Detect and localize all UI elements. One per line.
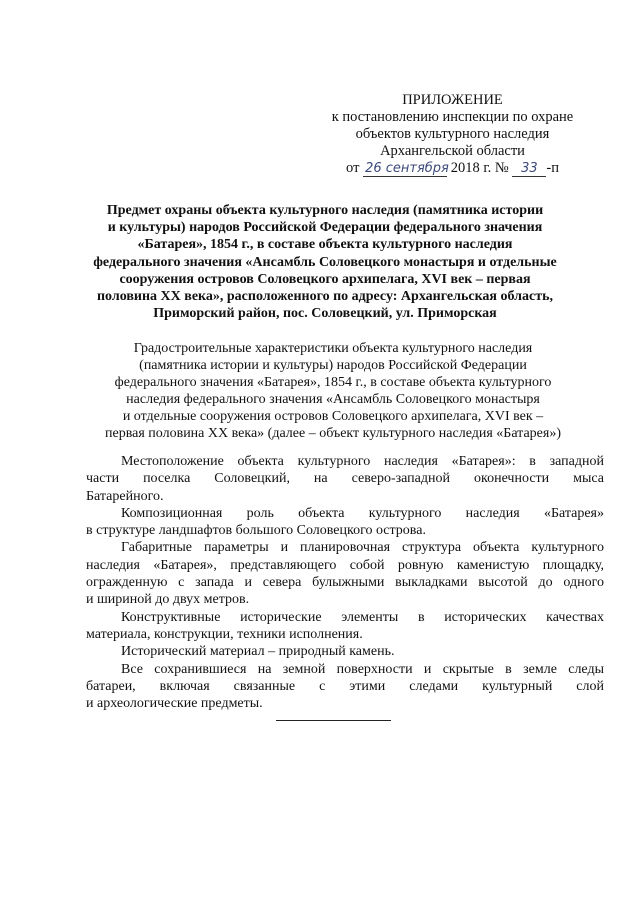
paragraph-line: и археологические предметы. xyxy=(86,696,263,712)
paragraph-line: материала, конструкции, техники исполнения. xyxy=(86,626,363,642)
subtitle-line: и отдельные сооружения островов Соловецкого архипелага, XVI век – xyxy=(122,409,544,424)
paragraph-line: Все сохранившиеся на земной поверхности и скрытые в земле следы xyxy=(121,661,604,677)
appendix-title: ПРИЛОЖЕНИЕ xyxy=(402,92,503,108)
date-field xyxy=(363,161,447,177)
paragraph-construction xyxy=(86,609,604,644)
subtitle-line: (памятника истории и культуры) народов Российской Федерации xyxy=(139,358,527,373)
paragraph-line: и шириной до двух метров. xyxy=(86,592,250,608)
title-line: федерального значения «Ансамбль Соловецкого монастыря и отдельные xyxy=(93,254,557,270)
title-line: и культуры) народов Российской Федерации федерального значения xyxy=(107,220,543,236)
paragraph-line: Исторический материал – природный камень. xyxy=(121,644,395,660)
header-line: к постановлению инспекции по охране xyxy=(331,109,574,125)
title-line: Предмет охраны объекта культурного наследия (памятника истории xyxy=(106,203,544,218)
title-line: сооружения островов Соловецкого архипелага, XVI век – первая xyxy=(119,271,531,287)
paragraph-line: Композиционная роль объекта культурного наследия «Батарея» xyxy=(121,505,604,521)
header-line: Архангельской области xyxy=(380,143,525,159)
paragraph-material xyxy=(86,643,604,660)
paragraph-dimensions xyxy=(86,539,604,608)
decree-date-line xyxy=(300,160,605,177)
document-body xyxy=(86,453,604,712)
paragraph-line: батареи, включая связанные с этими следами культурный слой xyxy=(86,678,604,694)
title-line: «Батарея», 1854 г., в составе объекта культурного наследия xyxy=(137,237,513,253)
title-line: половина XX века», расположенного по адресу: Архангельская область, xyxy=(96,289,554,305)
date-suffix: 2018 г. № xyxy=(450,160,509,176)
paragraph-line: Батарейного. xyxy=(86,488,164,504)
appendix-header xyxy=(300,92,605,177)
paragraph-line: в структуре ландшафтов большого Соловецкого острова. xyxy=(86,523,426,539)
paragraph-line: огражденную с запада и севера булыжными выкладками высотой до одного xyxy=(86,575,604,591)
paragraph-traces xyxy=(86,661,604,713)
paragraph-line: наследия «Батарея», представляющего собой ровную каменистую площадку, xyxy=(86,557,604,573)
title-line: Приморский район, пос. Соловецкий, ул. Приморская xyxy=(153,306,497,322)
subtitle-line: наследия федерального значения «Ансамбль Соловецкого монастыря xyxy=(126,392,540,407)
paragraph-line: Местоположение объекта культурного наследия «Батарея»: в западной xyxy=(121,454,604,469)
header-line: объектов культурного наследия xyxy=(355,126,550,142)
paragraph-line: части поселка Соловецкий, на северо-западной оконечности мыса xyxy=(86,471,604,487)
handwritten-date: 26 сентября xyxy=(365,161,449,176)
document-title xyxy=(70,202,580,322)
date-prefix: от xyxy=(346,160,360,176)
paragraph-location xyxy=(86,453,604,505)
number-field xyxy=(512,161,546,177)
subtitle-line: первая половина XX века» (далее – объект культурного наследия «Батарея») xyxy=(105,426,561,441)
closing-rule xyxy=(276,720,391,721)
handwritten-number: 33 xyxy=(521,161,538,176)
paragraph-composition xyxy=(86,505,604,540)
number-suffix: -п xyxy=(546,160,559,176)
paragraph-line: Конструктивные исторические элементы в исторических качествах xyxy=(121,609,604,625)
paragraph-line: Габаритные параметры и планировочная структура объекта культурного xyxy=(121,540,604,556)
subtitle-line: Градостроительные характеристики объекта культурного наследия xyxy=(133,341,533,356)
section-subtitle xyxy=(78,340,588,442)
subtitle-line: федерального значения «Батарея», 1854 г., в составе объекта культурного xyxy=(114,375,552,390)
